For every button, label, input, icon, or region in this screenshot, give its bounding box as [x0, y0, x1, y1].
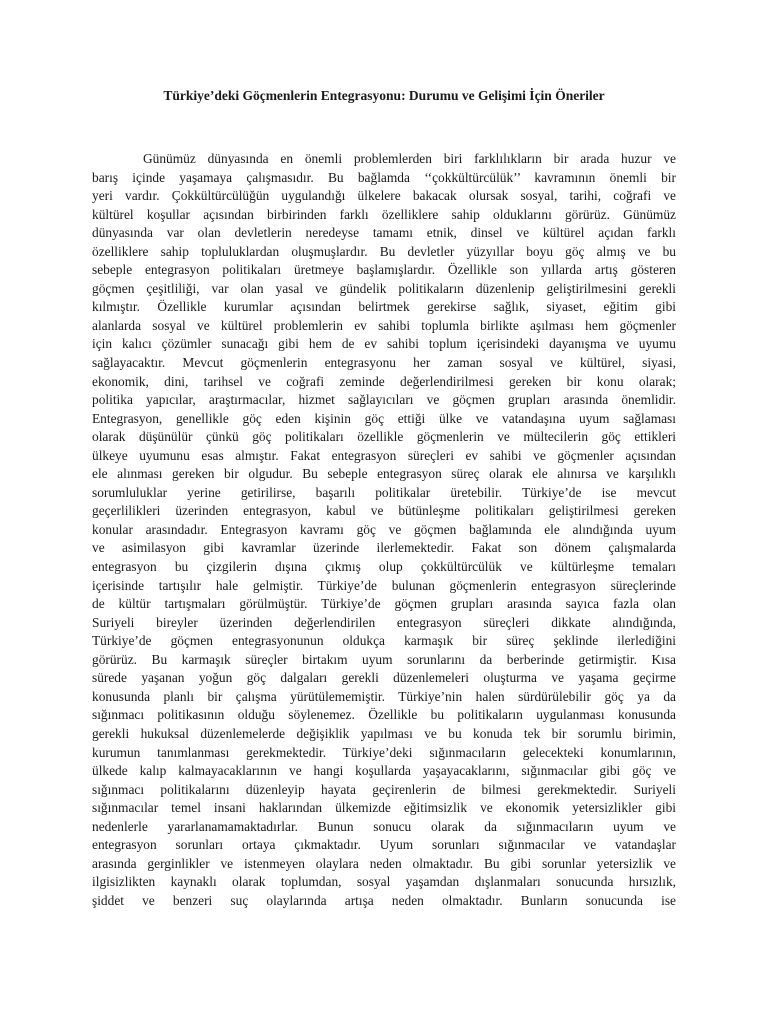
paragraph-line: ve asimilasyon gibi kavramlar üzerinde ilerlemektedir. Fakat son dönem çalışmalarda: [92, 540, 676, 556]
paragraph-line: şiddet ve benzeri suç olaylarında artışa neden olmaktadır. Bunların sonucunda ise: [92, 892, 676, 908]
paragraph-line: ele alınması gereken bir olgudur. Bu sebeple entegrasyon süreç olarak ele alınırsa ve karşılıklı: [92, 466, 676, 482]
paragraph-line: konusunda planlı bir çalışma yürütülememiştir. Türkiye’nin halen sürdürülebilir göç ya da: [92, 688, 676, 704]
paragraph-line: nedenlerle yararlanamamaktadırlar. Bunun sonucu olarak da sığınmacıların uyum ve: [92, 818, 676, 834]
paragraph-line: de kültür tartışmaları görülmüştür. Türkiye’de göçmen grupları arasında sayıca fazla olan: [92, 596, 676, 612]
paragraph-line: Günümüz dünyasında en önemli problemlerden biri farklılıkların bir arada huzur ve: [143, 151, 676, 166]
paragraph-line: Türkiye’de göçmen entegrasyonunun oldukça karmaşık bir süreç şeklinde ilerlediğini: [92, 633, 676, 649]
paragraph-line: ülkede kalıp kalmayacaklarının ve hangi koşullarda yaşayacaklarını, sığınmacılar gibi göç ve: [92, 763, 676, 779]
paragraph-line: entegrasyon bu çizgilerin dışına çıkmış olup çokkültürcülük ve kültürleşme temaları: [92, 559, 676, 575]
paragraph-line: barış içinde yaşamaya çalışmasıdır. Bu bağlamda ‘‘çokkültürcülük’’ kavramının önemli bir: [92, 169, 676, 185]
paragraph-line: sığınmacı politikalarını düzenleyip hayata geçirenlerin de bilmesi gerekmektedir. Suriyeli: [92, 781, 676, 797]
paragraph-line: içerisinde tartışılır hale gelmiştir. Türkiye’de bulunan göçmenlerin entegrasyon süreçlerinde: [92, 577, 676, 593]
paragraph-line: sağlayacaktır. Mevcut göçmenlerin entegrasyonu her zaman sosyal ve kültürel, siyasi,: [92, 355, 676, 371]
paragraph-line: politika yapıcılar, araştırmacılar, hizmet sağlayıcıları ve göçmen grupları arasında önemlidir.: [92, 392, 676, 408]
paragraph-line: olarak düşünülür çünkü göç politikaları özellikle göçmenlerin ve mültecilerin göç ettikleri: [92, 429, 676, 445]
paragraph-line: göçmen çeşitliliği, var olan yasal ve gündelik politikaların düzenlenip geliştirilmesini gerekli: [92, 280, 676, 296]
body-paragraph: [92, 150, 676, 910]
paragraph-line: sorumluluklar yerine getirilirse, başarılı politikalar üretebilir. Türkiye’de ise mevcut: [92, 484, 676, 500]
paragraph-line: kurumun tanımlanması gerekmektedir. Türkiye’deki sığınmacıların gelecekteki konumlarının,: [92, 744, 676, 760]
paragraph-line: kültürel koşullar açısından birbirinden farklı özelliklere sahip olduklarını görürüz. Günümüz: [92, 206, 676, 222]
paragraph-line: ülkeye uyumunu esas almıştır. Fakat entegrasyon süreçleri ev sahibi ve göçmenler açısından: [92, 447, 676, 463]
paragraph-line: Suriyeli bireyler üzerinden değerlendirilen entegrasyon süreçleri dikkate alındığında,: [92, 614, 676, 630]
paragraph-line: sebeple entegrasyon politikaları üretmeye başlamışlardır. Özellikle son yıllarda artış gösteren: [92, 262, 676, 278]
paragraph-line: dünyasında var olan devletlerin neredeyse tamamı etnik, dinsel ve kültürel açıdan farklı: [92, 225, 676, 241]
paragraph-line: geçerlilikleri üzerinden entegrasyon, kabul ve bütünleşme politikaları geliştirilmesi gereken: [92, 503, 676, 519]
paragraph-line: özelliklere sahip topluluklardan oluşmuşlardır. Bu devletler yüzyıllar boyu göç almış ve bu: [92, 243, 676, 259]
paragraph-line: alanlarda sosyal ve kültürel problemlerin ev sahibi toplumla birlikte aşılması hem göçmenler: [92, 317, 676, 333]
paragraph-line: için kalıcı çözümler sunacağı gibi hem de ev sahibi toplum içerisindeki dayanışma ve uyumu: [92, 336, 676, 352]
paragraph-line: arasında gerginlikler ve istenmeyen olaylara neden olmaktadır. Bu gibi sorunlar yetersizlik ve: [92, 855, 676, 871]
document-title: Türkiye’deki Göçmenlerin Entegrasyonu: Durumu ve Gelişimi İçin Öneriler: [163, 88, 605, 103]
paragraph-line: ilgisizlikten kaynaklı olarak toplumdan, sosyal yaşamdan dışlanmaları sonucunda hırsızlık,: [92, 874, 676, 890]
paragraph-line: entegrasyon sorunları ortaya çıkmaktadır. Uyum sorunları sığınmacılar ve vatandaşlar: [92, 837, 676, 853]
paragraph-line: sürede yaşanan yoğun göç dalgaları gerekli düzenlemeleri oluşturma ve yaşama geçirme: [92, 670, 676, 686]
paragraph-line: sığınmacı politikasının olduğu söylenemez. Özellikle bu politikaların uygulanması konusunda: [92, 707, 676, 723]
paragraph-line: görürüz. Bu karmaşık süreçler birtakım uyum sorunlarını da berberinde getirmiştir. Kısa: [92, 651, 676, 667]
paragraph-line: gerekli hukuksal düzenlemelerde değişiklik yapılması ve bu konuda tek bir sorumlu birimin,: [92, 725, 676, 741]
paragraph-line: Entegrasyon, genellikle göç eden kişinin göç ettiği ülke ve vatandaşına uyum sağlaması: [92, 410, 676, 426]
paragraph-line: yeri vardır. Çokkültürcülüğün uygulandığı ülkelere bakacak olursak sosyal, tarihi, coğrafi ve: [92, 188, 676, 204]
paragraph-line: kılmıştır. Özellikle kurumlar açısından belirtmek gerekirse sağlık, siyaset, eğitim gibi: [92, 299, 676, 315]
paragraph-line: konular arasındadır. Entegrasyon kavramı göç ve göçmen bağlamında ele alındığında uyum: [92, 521, 676, 537]
paragraph-line: ekonomik, dini, tarihsel ve coğrafi zeminde değerlendirilmesi gereken bir konu olarak;: [92, 373, 676, 389]
paragraph-line: sığınmacılar temel insani haklarından ülkemizde eğitimsizlik ve ekonomik yetersizlikler gibi: [92, 800, 676, 816]
